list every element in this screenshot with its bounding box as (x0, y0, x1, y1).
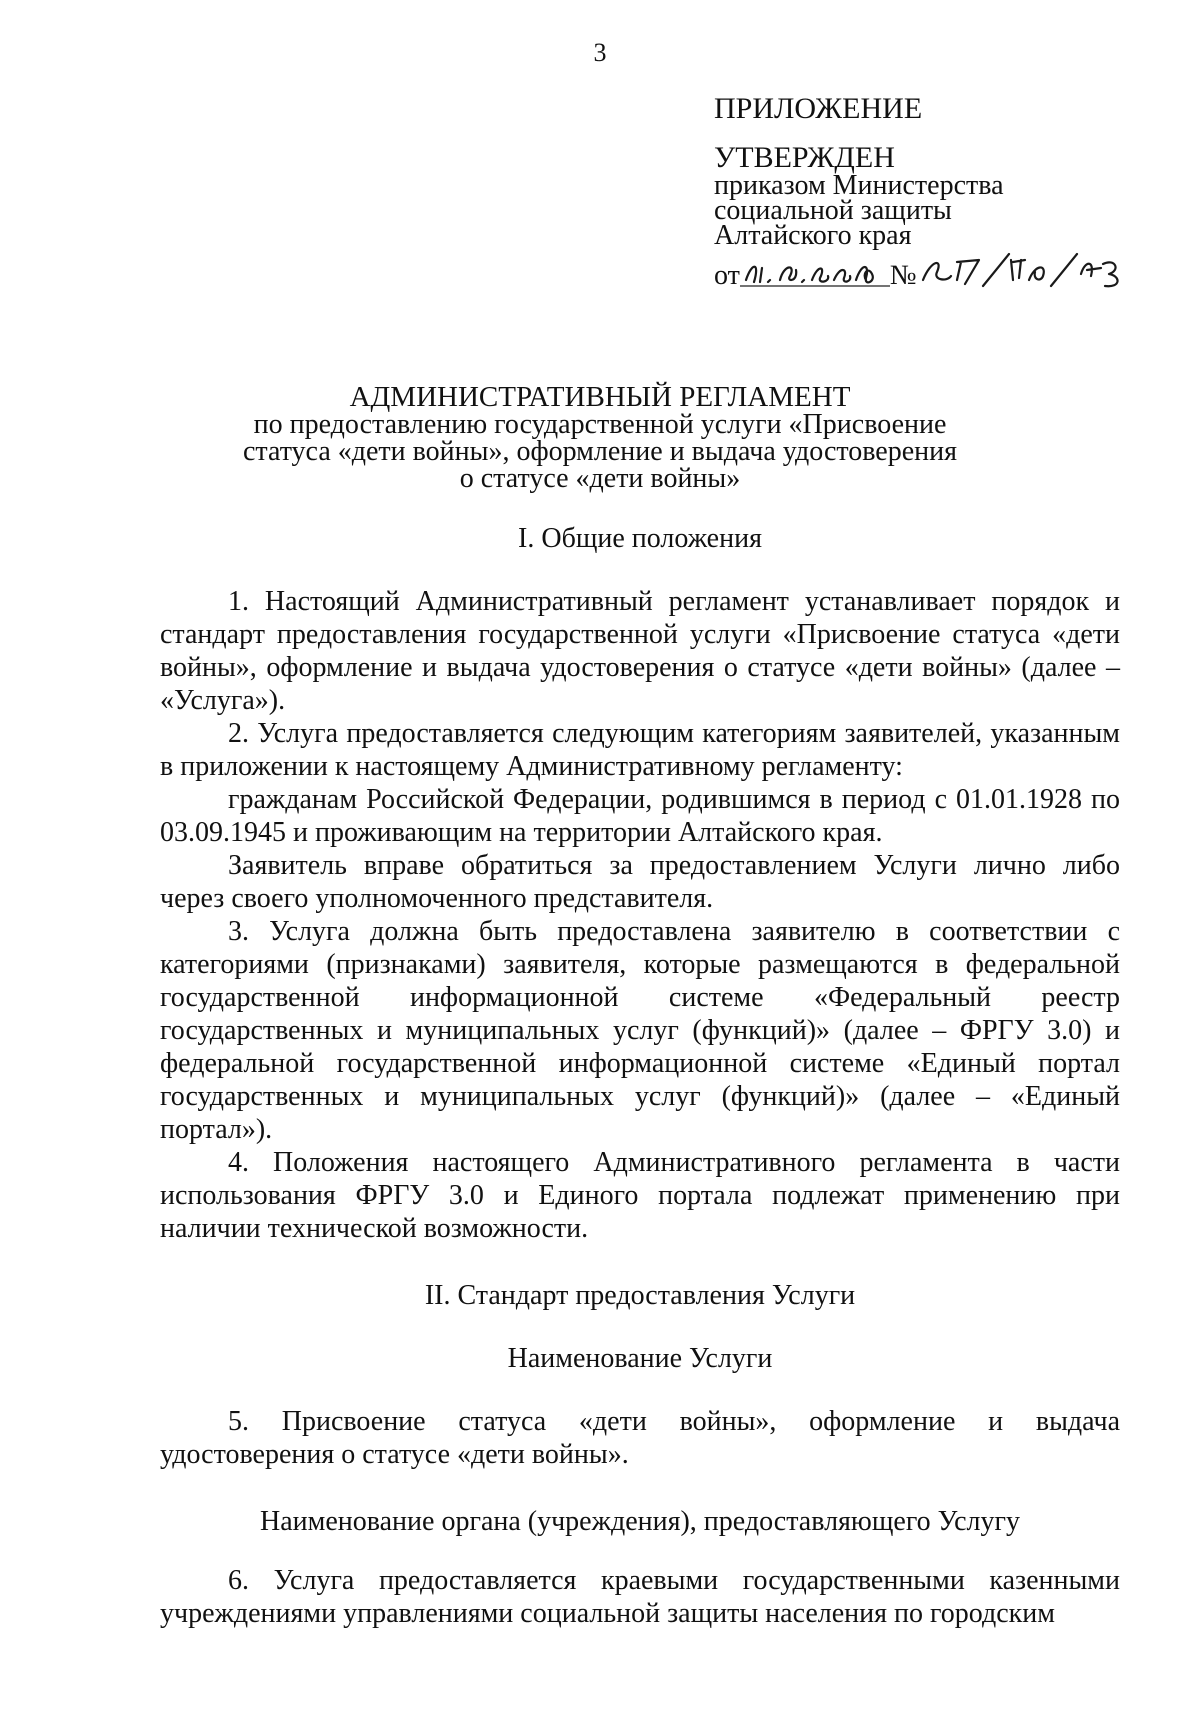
page-number: 3 (593, 38, 607, 67)
approval-line-3: Алтайского края (714, 220, 912, 251)
number-prefix: № (889, 260, 917, 291)
document-subtitle-line-3: о статусе «дети войны» (459, 463, 741, 494)
document-subtitle-line-1: по предоставлению государственной услуги «Присвоение (253, 409, 947, 440)
approval-line-2: социальной защиты (714, 195, 952, 226)
date-prefix: от (714, 260, 740, 291)
date-number-line (714, 250, 1184, 290)
subheading-service-name: Наименование Услуги (507, 1343, 773, 1374)
paragraph-2-applicants: гражданам Российской Федерации, родившимся в период с 01.01.1928 по 03.09.1945 и проживающим на территории Алтайского края. (160, 784, 1120, 848)
paragraph-2-representative: Заявитель вправе обратиться за предоставлением Услуги лично либо через своего уполномоченного представителя. (160, 850, 1120, 914)
document-title-block (60, 381, 1140, 494)
paragraph-5: 5. Присвоение статуса «дети войны», оформление и выдача удостоверения о статусе «дети войны». (160, 1406, 1120, 1470)
approval-line-1: приказом Министерства (714, 170, 1004, 201)
section-1-heading: I. Общие положения (518, 523, 762, 554)
appendix-label: ПРИЛОЖЕНИЕ (714, 92, 923, 125)
paragraph-1: 1. Настоящий Административный регламент устанавливает порядок и стандарт предоставления государственной услуги «Присвоение статуса «дети войны», оформление и выдача удостоверения о статусе «дети войны» (далее – «Услуга»). (160, 586, 1120, 716)
document-title: АДМИНИСТРАТИВНЫЙ РЕГЛАМЕНТ (349, 381, 851, 413)
approved-label: УТВЕРЖДЕН (714, 141, 895, 174)
paragraph-2: 2. Услуга предоставляется следующим категориям заявителей, указанным в приложении к настоящему Административному регламенту: (160, 718, 1120, 782)
paragraph-4: 4. Положения настоящего Административного регламента в части использования ФРГУ 3.0 и Единого портала подлежат применению при наличии технической возможности. (160, 1147, 1120, 1244)
section-2-heading: II. Стандарт предоставления Услуги (424, 1280, 856, 1311)
handwritten-number-signature (917, 250, 1127, 290)
handwritten-date-signature (740, 256, 890, 290)
paragraph-6: 6. Услуга предоставляется краевыми государственными казенными учреждениями управлениями социальной защиты населения по городским (160, 1565, 1120, 1629)
document-body (160, 522, 1120, 1630)
document-subtitle-line-2: статуса «дети войны», оформление и выдача удостоверения (242, 436, 958, 467)
paragraph-3: 3. Услуга должна быть предоставлена заявителю в соответствии с категориями (признаками) заявителя, которые размещаются в федеральной государственной информационной системе «Федеральный реестр государственных и муниципальных услуг (функций)» (далее – ФРГУ 3.0) и федеральной государственной информационной системе «Единый портал государственных и муниципальных услуг (функций)» (далее – «Единый портал»). (160, 916, 1120, 1145)
subheading-providing-body: Наименование органа (учреждения), предоставляющего Услугу (260, 1506, 1020, 1537)
approval-stamp-block (714, 92, 1184, 291)
